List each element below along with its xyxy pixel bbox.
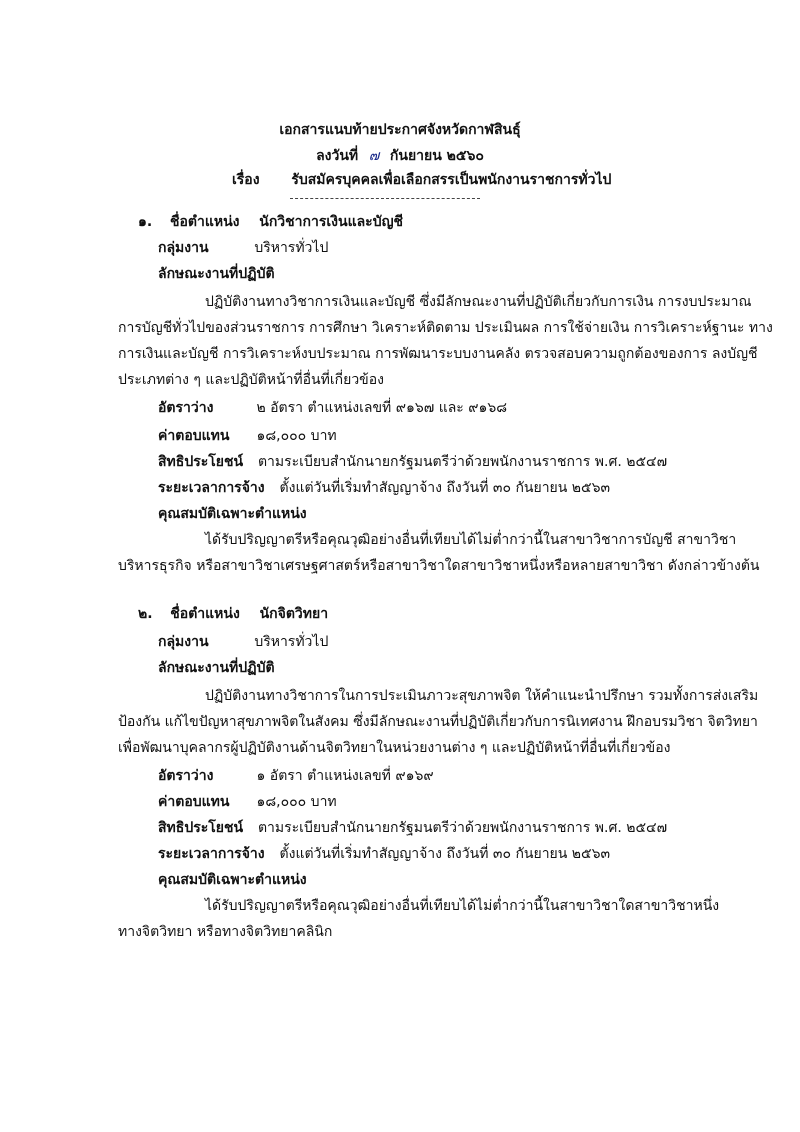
position-1-qual-line-2: บริหารธุรกิจ หรือสาขาวิชาเศรษฐศาสตร์หรือสาขาวิชาใดสาขาวิชาหนึ่งหรือหลายสาขาวิชา ดังกล่าวข้างต้น	[118, 558, 760, 574]
position-1-term-label: ระยะเวลาการจ้าง	[158, 480, 265, 496]
position-2-name-row	[138, 604, 328, 624]
position-1-duties-label: ลักษณะงานที่ปฏิบัติ	[158, 266, 275, 282]
position-2-group-label: กลุ่มงาน	[158, 634, 209, 650]
position-1-term: ตั้งแต่วันที่เริ่มทำสัญญาจ้าง ถึงวันที่ ๓๐ กันยายน ๒๕๖๓	[279, 480, 611, 496]
position-2-vacancy-label: อัตราว่าง	[158, 768, 214, 784]
position-2-group-row	[158, 632, 328, 652]
document-date	[0, 146, 800, 166]
position-1-name-row	[138, 212, 403, 232]
position-1-qual-label: คุณสมบัติเฉพาะตำแหน่ง	[158, 506, 307, 522]
position-2-duties-line-1: ปฏิบัติงานทางวิชาการในการประเมินภาวะสุขภาพจิต ให้คำแนะนำปรึกษา รวมทั้งการส่งเสริม	[205, 688, 759, 704]
position-1-pay-row	[158, 426, 337, 446]
position-2-number: ๒.	[138, 606, 153, 622]
position-1-qual-line-1: ได้รับปริญญาตรีหรือคุณวุฒิอย่างอื่นที่เทียบได้ไม่ต่ำกว่านี้ในสาขาวิชาการบัญชี สาขาวิชา	[205, 532, 737, 548]
subject-label: เรื่อง	[232, 172, 260, 188]
document-title: เอกสารแนบท้ายประกาศจังหวัดกาฬสินธุ์	[279, 122, 521, 138]
position-2-duties-line-3: เพื่อพัฒนาบุคลากรผู้ปฏิบัติงานด้านจิตวิทยาในหน่วยงานต่าง ๆ และปฏิบัติหน้าที่อื่นที่เกี่ยวข้อง	[118, 740, 671, 756]
position-2-benefit-row	[158, 818, 667, 838]
position-1-group-label: กลุ่มงาน	[158, 240, 209, 256]
position-1-vacancy-row	[158, 398, 507, 418]
position-2-qual-line-2: ทางจิตวิทยา หรือทางจิตวิทยาคลินิก	[118, 924, 333, 940]
position-1-duties-line-1: ปฏิบัติงานทางวิชาการเงินและบัญชี ซึ่งมีลักษณะงานที่ปฏิบัติเกี่ยวกับการเงิน การงบประมาณ	[205, 294, 752, 310]
position-1-benefit-row	[158, 452, 667, 472]
subject-text: รับสมัครบุคคลเพื่อเลือกสรรเป็นพนักงานราชการทั่วไป	[291, 172, 612, 188]
position-1-term-row	[158, 478, 610, 498]
position-1-group: บริหารทั่วไป	[254, 240, 329, 256]
position-1-vacancy: ๒ อัตรา ตำแหน่งเลขที่ ๙๑๖๗ และ ๙๑๖๘	[256, 400, 508, 416]
position-2-term-label: ระยะเวลาการจ้าง	[158, 846, 265, 862]
position-2-term-row	[158, 844, 610, 864]
position-2-duties-line-2: ป้องกัน แก้ไขปัญหาสุขภาพจิตในสังคม ซึ่งมีลักษณะงานที่ปฏิบัติเกี่ยวกับการนิเทศงาน ฝึกอบรมวิชา จิตวิทยา	[118, 714, 758, 730]
position-1-number: ๑.	[138, 214, 153, 230]
position-2-name: นักจิตวิทยา	[259, 606, 329, 622]
position-2-pay-label: ค่าตอบแทน	[158, 794, 230, 810]
position-1-group-row	[158, 238, 328, 258]
position-2-duties-label: ลักษณะงานที่ปฏิบัติ	[158, 660, 275, 676]
position-2-vacancy-row	[158, 766, 434, 786]
position-2-term: ตั้งแต่วันที่เริ่มทำสัญญาจ้าง ถึงวันที่ ๓๐ กันยายน ๒๕๖๓	[279, 846, 611, 862]
position-1-name-label: ชื่อตำแหน่ง	[169, 214, 240, 230]
position-2-pay: ๑๘,๐๐๐ บาท	[256, 794, 337, 810]
position-2-benefit: ตามระเบียบสำนักนายกรัฐมนตรีว่าด้วยพนักงานราชการ พ.ศ. ๒๕๔๗	[257, 820, 668, 836]
position-1-benefit: ตามระเบียบสำนักนายกรัฐมนตรีว่าด้วยพนักงานราชการ พ.ศ. ๒๕๔๗	[257, 454, 668, 470]
position-2-name-label: ชื่อตำแหน่ง	[170, 606, 240, 622]
position-1-pay-label: ค่าตอบแทน	[158, 428, 230, 444]
position-1-pay: ๑๘,๐๐๐ บาท	[256, 428, 337, 444]
position-2-qual-label: คุณสมบัติเฉพาะตำแหน่ง	[158, 872, 307, 888]
position-1-duties-line-2: การบัญชีทั่วไปของส่วนราชการ การศึกษา วิเคราะห์ติดตาม ประเมินผล การใช้จ่ายเงิน การวิเคราะห์ฐานะ ทาง	[118, 320, 773, 336]
position-2-vacancy: ๑ อัตรา ตำแหน่งเลขที่ ๙๑๖๙	[256, 768, 434, 784]
position-1-vacancy-label: อัตราว่าง	[158, 400, 214, 416]
position-1-name: นักวิชาการเงินและบัญชี	[259, 214, 404, 230]
date-prefix: ลงวันที่	[316, 148, 359, 164]
header-divider	[290, 198, 480, 199]
position-2-pay-row	[158, 792, 337, 812]
position-2-qual-line-1: ได้รับปริญญาตรีหรือคุณวุฒิอย่างอื่นที่เทียบได้ไม่ต่ำกว่านี้ในสาขาวิชาใดสาขาวิชาหนึ่ง	[205, 898, 720, 914]
position-1-duties-line-3: การเงินและบัญชี การวิเคราะห์งบประมาณ การพัฒนาระบบงานคลัง ตรวจสอบความถูกต้องของการ ลงบัญชี	[118, 346, 758, 362]
document-subject	[232, 170, 611, 190]
handwritten-date-day: ๗	[368, 148, 380, 164]
position-1-duties-line-4: ประเภทต่าง ๆ และปฏิบัติหน้าที่อื่นที่เกี่ยวข้อง	[118, 372, 384, 388]
position-2-benefit-label: สิทธิประโยชน์	[158, 820, 244, 836]
position-1-benefit-label: สิทธิประโยชน์	[158, 454, 244, 470]
position-2-group: บริหารทั่วไป	[254, 634, 329, 650]
date-suffix: กันยายน ๒๕๖๐	[389, 148, 484, 164]
